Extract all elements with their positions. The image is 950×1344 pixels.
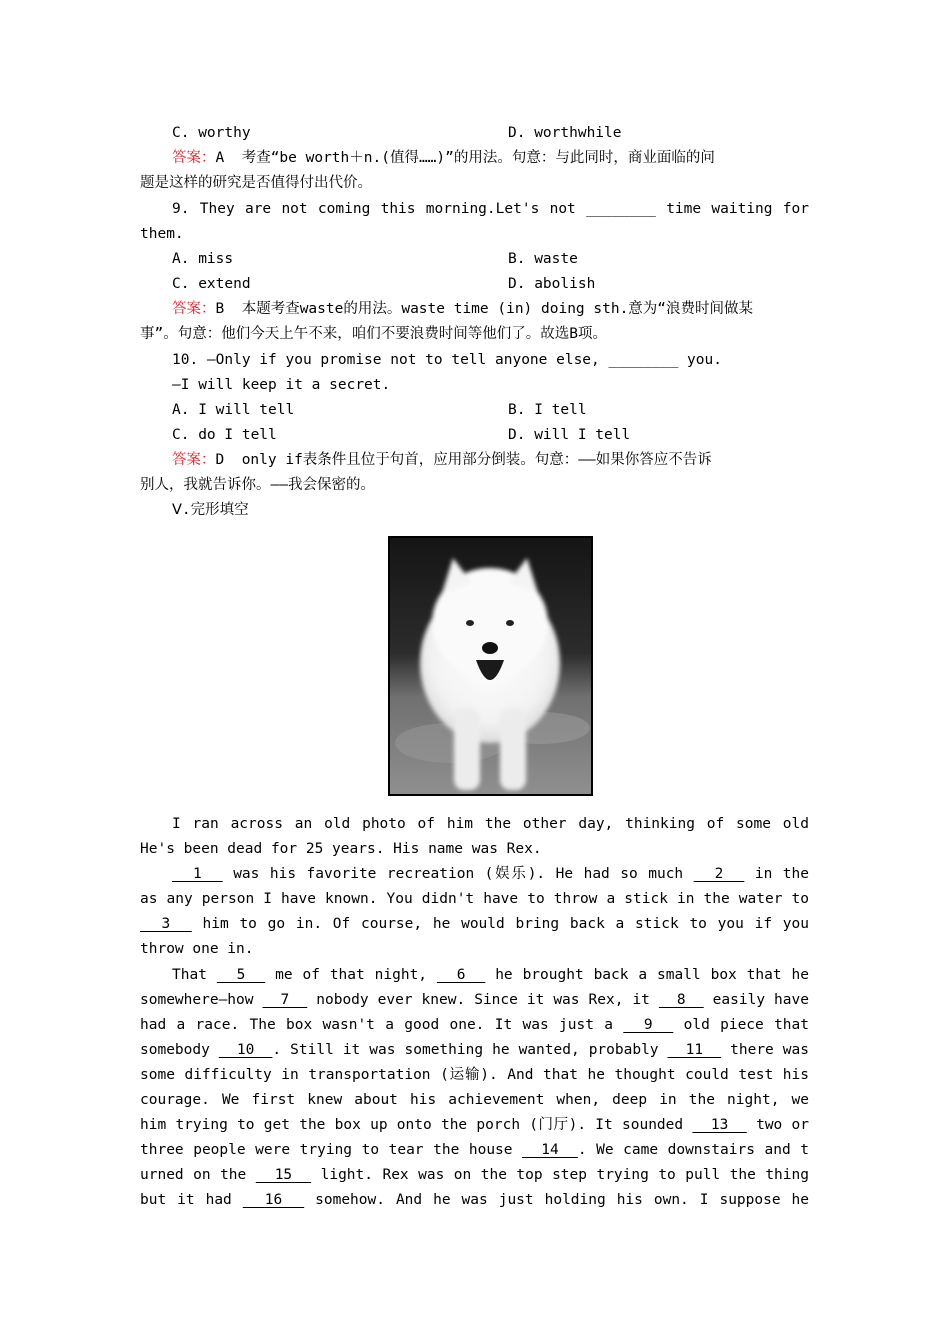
q9-answer-line1: [0, 297, 950, 322]
p3-line: [0, 1138, 950, 1163]
q8-answer-text2: 题是这样的研究是否值得付出代价。: [140, 175, 372, 191]
q10-option-b: B. I tell: [508, 402, 587, 418]
cloze-blank: 16: [242, 1192, 305, 1208]
passage-text: throw one in.: [140, 941, 254, 957]
section-heading-row: [0, 498, 950, 523]
q10-answer-text2: 别人，我就告诉你。——我会保密的。: [140, 477, 375, 493]
cloze-blank: 2: [693, 866, 745, 882]
p2-line-text: [140, 912, 809, 937]
q9-option-a: A. miss: [172, 251, 234, 267]
passage-text: him to go in. Of course, he would bring back a stick to you if you: [191, 916, 809, 932]
cloze-blank: 11: [667, 1042, 722, 1058]
q8-answer-line2: [0, 171, 950, 196]
p2-line-text: [140, 887, 809, 912]
passage-text: old piece that: [673, 1017, 809, 1033]
passage-text: him trying to get the box up onto the porch (门厅). It sounded: [140, 1117, 693, 1133]
cloze-blank: 7: [262, 992, 308, 1008]
p3-line-text: [140, 1138, 809, 1163]
q10-answer-text1: D only if表条件且位于句首，应用部分倒装。句意：——如果你答应不告诉: [215, 452, 712, 468]
q9-stem-line1: [0, 197, 950, 222]
passage-text: some difficulty in transportation (运输). And that he thought could test his: [140, 1067, 809, 1083]
p3-line-text: [172, 963, 809, 988]
cloze-blank: 15: [255, 1167, 312, 1183]
cloze-blank: 9: [623, 1017, 674, 1033]
q8-option-c: C. worthy: [172, 125, 251, 141]
p3-line-text: [140, 1188, 809, 1213]
q10-options-ab: [0, 398, 950, 423]
p3-line: [0, 1088, 950, 1113]
cloze-blank: 10: [218, 1042, 273, 1058]
q9-answer-line2: [0, 322, 950, 347]
passage-text: in the: [754, 866, 809, 882]
p2-line: [0, 887, 950, 912]
passage-text: two or: [746, 1117, 809, 1133]
cloze-blank: 6: [436, 967, 486, 983]
q8-option-d: D. worthwhile: [508, 125, 622, 141]
p3-line-text: [140, 1088, 809, 1113]
q8-options-cd: [0, 121, 950, 146]
passage-text: light. Rex was on the top step trying to pull the thing: [320, 1167, 809, 1183]
passage-text: three people were trying to tear the house: [140, 1142, 523, 1158]
p1-text2: He's been dead for 25 years. His name was Rex.: [140, 841, 542, 857]
passage-text: easily have: [703, 992, 809, 1008]
q9-options-ab: [0, 247, 950, 272]
passage-text: had a race. The box wasn't a good one. It was just a: [140, 1017, 624, 1033]
p3-line: [0, 1163, 950, 1188]
p3-line-text: [140, 988, 809, 1013]
q9-option-d: D. abolish: [508, 276, 596, 292]
q9-answer-text1: B 本题考查waste的用法。waste time (in) doing sth.意为“浪费时间做某: [215, 301, 754, 317]
q8-answer-line1: [0, 146, 950, 171]
q9-answer-label: 答案：: [172, 301, 216, 317]
cloze-blank: 8: [658, 992, 704, 1008]
p3-line-text: [140, 1013, 809, 1038]
p3-line: [0, 1063, 950, 1088]
q9-answer-text2: 事”。句意：他们今天上午不来，咱们不要浪费时间等他们了。故选B项。: [140, 326, 607, 342]
p3-line-text: [140, 1063, 809, 1088]
cloze-blank: 13: [692, 1117, 747, 1133]
passage-text: nobody ever knew. Since it was Rex, it: [307, 992, 659, 1008]
p3-line: [0, 1113, 950, 1138]
cloze-blank: 3: [140, 916, 192, 932]
p3-line: [0, 963, 950, 988]
q10-stem-text2: —I will keep it a secret.: [172, 377, 391, 393]
q10-answer-label: 答案：: [172, 452, 216, 468]
passage-text: as any person I have known. You didn't have to throw a stick in the water to: [140, 891, 809, 907]
q9-option-c: C. extend: [172, 276, 251, 292]
q10-stem-text1: 10. —Only if you promise not to tell anyone else, ________ you.: [172, 352, 722, 368]
p3-line-text: [140, 1163, 809, 1188]
p3-line-text: [140, 1113, 809, 1138]
cloze-blank: 14: [522, 1142, 578, 1158]
q10-option-d: D. will I tell: [508, 427, 631, 443]
p2-line: [0, 937, 950, 962]
p2-line-text: [172, 862, 809, 887]
p2-line: [0, 912, 950, 937]
passage-text: was his favorite recreation (娱乐). He had so much: [222, 866, 694, 882]
passage-text: there was: [721, 1042, 809, 1058]
samoyed-dog-photo: [388, 536, 593, 796]
q10-option-c: C. do I tell: [172, 427, 277, 443]
q8-answer-label: 答案：: [172, 150, 216, 166]
q10-stem-line1: [0, 348, 950, 373]
cloze-blank: 1: [172, 866, 223, 882]
passage-text: That: [172, 967, 217, 983]
p3-line-text: [140, 1038, 809, 1063]
passage-text: somewhere—how: [140, 992, 263, 1008]
passage-text: somehow. And he was just holding his own. I suppose he: [315, 1192, 809, 1208]
p1-line1: [0, 812, 950, 837]
p3-line: [0, 1038, 950, 1063]
passage-text: somebody: [140, 1042, 219, 1058]
passage-text: courage. We first knew about his achievement when, deep in the night, we: [140, 1092, 809, 1108]
q10-answer-line2: [0, 473, 950, 498]
q9-stem-line2: [0, 222, 950, 247]
passage-text: he brought back a small box that he: [495, 967, 809, 983]
p1-text1: I ran across an old photo of him the other day, thinking of some old: [172, 816, 809, 832]
p2-line: [0, 862, 950, 887]
q10-stem-line2: [0, 373, 950, 398]
p3-line: [0, 988, 950, 1013]
q9-stem-text1: 9. They are not coming this morning.Let's not ________ time waiting for: [172, 201, 809, 217]
q8-answer-text1: A 考查“be worth＋n.(值得……)”的用法。句意：与此同时，商业面临的问: [215, 150, 715, 166]
p2-line-text: [140, 937, 254, 962]
section-heading: Ⅴ.完形填空: [172, 502, 249, 518]
q10-option-a: A. I will tell: [172, 402, 295, 418]
q9-option-b: B. waste: [508, 251, 578, 267]
q10-answer-line1: [0, 448, 950, 473]
passage-text: . Still it was something he wanted, probably: [272, 1042, 668, 1058]
passage-text: . We came downstairs and t: [577, 1142, 809, 1158]
q9-options-cd: [0, 272, 950, 297]
q10-options-cd: [0, 423, 950, 448]
passage-text: urned on the: [140, 1167, 256, 1183]
p3-line: [0, 1188, 950, 1213]
q9-stem-text2: them.: [140, 226, 184, 242]
cloze-blank: 5: [216, 967, 266, 983]
p3-line: [0, 1013, 950, 1038]
p1-line2: [0, 837, 950, 862]
passage-text: but it had: [140, 1192, 243, 1208]
passage-text: me of that night,: [265, 967, 437, 983]
